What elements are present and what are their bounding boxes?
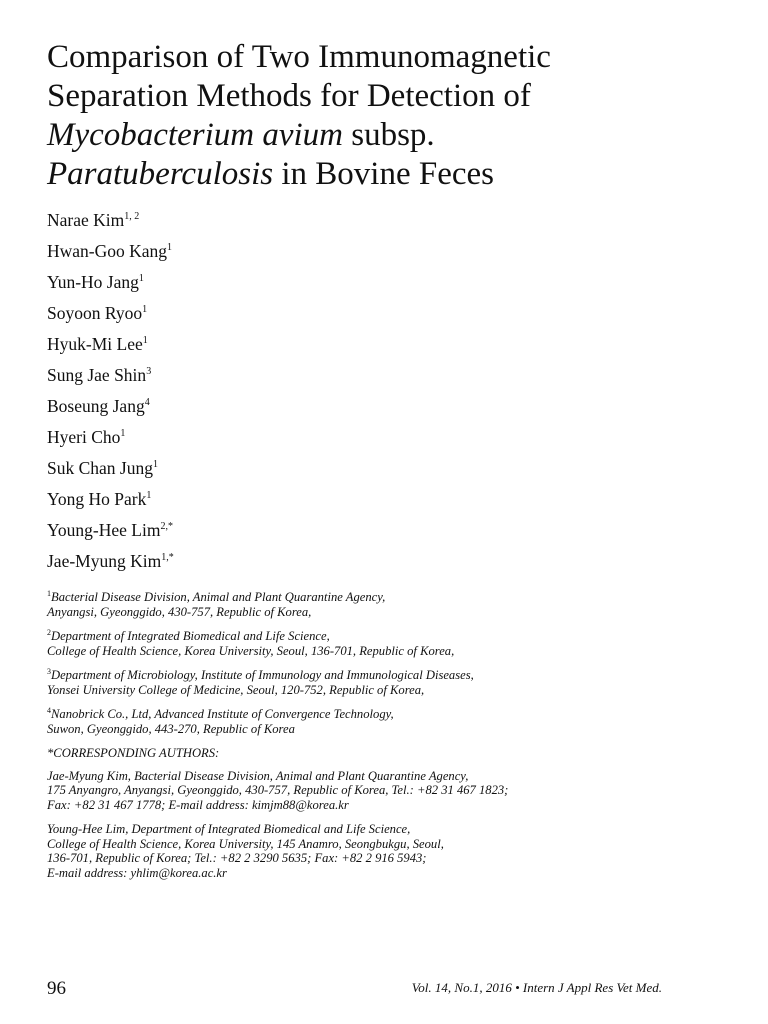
author-affiliation-marker: 1: [167, 242, 173, 254]
paper-title: [47, 38, 737, 194]
author-name: Boseung Jang: [47, 396, 145, 416]
author-affiliation-marker: 3: [146, 366, 152, 378]
affiliation-number: 1: [47, 588, 51, 598]
title-line-2: Separation Methods for Detection of: [47, 78, 531, 114]
corresponding-author-details: Jae-Myung Kim, Bacterial Disease Division, Animal and Plant Quarantine Agency, 175 Anyangro, Anyangsi, Gyeonggido, 430-757, Republic of Korea, Tel.: +82 31 467 1823; Fax: +82 31 467 1778; E-mail address: kimjm88@korea.kr: [47, 768, 509, 812]
author-item: [47, 363, 174, 394]
author-item: [47, 301, 174, 332]
affiliation-line: College of Health Science, Korea University, Seoul, 136-701, Republic of Korea,: [47, 643, 455, 658]
affiliation-line: Department of Microbiology, Institute of Immunology and Immunological Diseases,: [51, 668, 474, 682]
author-affiliation-marker: 1: [146, 490, 152, 502]
author-name: Jae-Myung Kim: [47, 551, 162, 571]
affiliation-item: [47, 707, 747, 736]
author-item: [47, 332, 174, 363]
author-item: [47, 208, 174, 239]
affiliation-item: [47, 590, 747, 619]
journal-citation: Vol. 14, No.1, 2016 • Intern J Appl Res Vet Med.: [411, 980, 662, 995]
author-name: Yong Ho Park: [47, 489, 147, 509]
affiliation-line: Bacterial Disease Division, Animal and Plant Quarantine Agency,: [51, 590, 386, 604]
corresponding-author-details: Young-Hee Lim, Department of Integrated Biomedical and Life Science, College of Health Science, Korea University, 145 Anamro, Seongbukgu, Seoul, 136-701, Republic of Korea; Tel.: +82 2 3290 5635; Fax: +82 2 916 5943; E-mail address: yhlim@korea.ac.kr: [47, 822, 444, 880]
affiliation-line: Yonsei University College of Medicine, Seoul, 120-752, Republic of Korea,: [47, 682, 425, 697]
author-item: [47, 518, 174, 549]
author-name: Suk Chan Jung: [47, 458, 153, 478]
author-affiliation-marker: 1: [120, 428, 126, 440]
title-line-4-rest: in Bovine Feces: [273, 156, 494, 192]
author-name: Hwan-Goo Kang: [47, 241, 168, 261]
author-affiliation-marker: 1: [152, 459, 158, 471]
author-affiliation-marker: 1,*: [161, 552, 174, 564]
corresponding-authors-heading: *CORRESPONDING AUTHORS:: [47, 746, 220, 760]
author-item: [47, 456, 174, 487]
affiliation-line: Anyangsi, Gyeonggido, 430-757, Republic of Korea,: [47, 604, 312, 619]
page-number: 96: [47, 978, 66, 999]
affiliation-line: Suwon, Gyeonggido, 443-270, Republic of Korea: [47, 721, 295, 736]
author-item: [47, 270, 174, 301]
author-item: [47, 425, 174, 456]
title-line-1: Comparison of Two Immunomagnetic: [47, 39, 551, 75]
author-item: [47, 549, 174, 580]
author-name: Narae Kim: [47, 210, 125, 230]
author-name: Soyoon Ryoo: [47, 303, 143, 323]
author-name: Sung Jae Shin: [47, 365, 147, 385]
author-item: [47, 239, 174, 270]
author-affiliation-marker: 2,*: [160, 521, 173, 533]
title-subspecies-italic: Paratuberculosis: [47, 156, 274, 192]
affiliation-number: 3: [47, 666, 51, 676]
author-affiliation-marker: 4: [144, 397, 150, 409]
author-affiliation-marker: 1: [142, 304, 148, 316]
affiliation-number: 4: [47, 705, 51, 715]
author-name: Hyeri Cho: [47, 427, 121, 447]
author-list: [47, 208, 174, 580]
affiliation-number: 2: [47, 627, 51, 637]
author-name: Hyuk-Mi Lee: [47, 334, 143, 354]
author-name: Yun-Ho Jang: [47, 272, 139, 292]
author-affiliation-marker: 1, 2: [124, 211, 140, 223]
affiliations-block: [47, 590, 747, 890]
affiliation-item: [47, 629, 747, 658]
author-affiliation-marker: 1: [138, 273, 144, 285]
author-item: [47, 487, 174, 518]
affiliation-line: Nanobrick Co., Ltd, Advanced Institute of Convergence Technology,: [51, 707, 394, 721]
affiliation-item: [47, 668, 747, 697]
affiliation-line: Department of Integrated Biomedical and Life Science,: [51, 629, 330, 643]
author-item: [47, 394, 174, 425]
author-affiliation-marker: 1: [142, 335, 148, 347]
title-line-3-rest: subsp.: [343, 117, 435, 153]
author-name: Young-Hee Lim: [47, 520, 161, 540]
title-species-italic: Mycobacterium avium: [47, 117, 343, 153]
